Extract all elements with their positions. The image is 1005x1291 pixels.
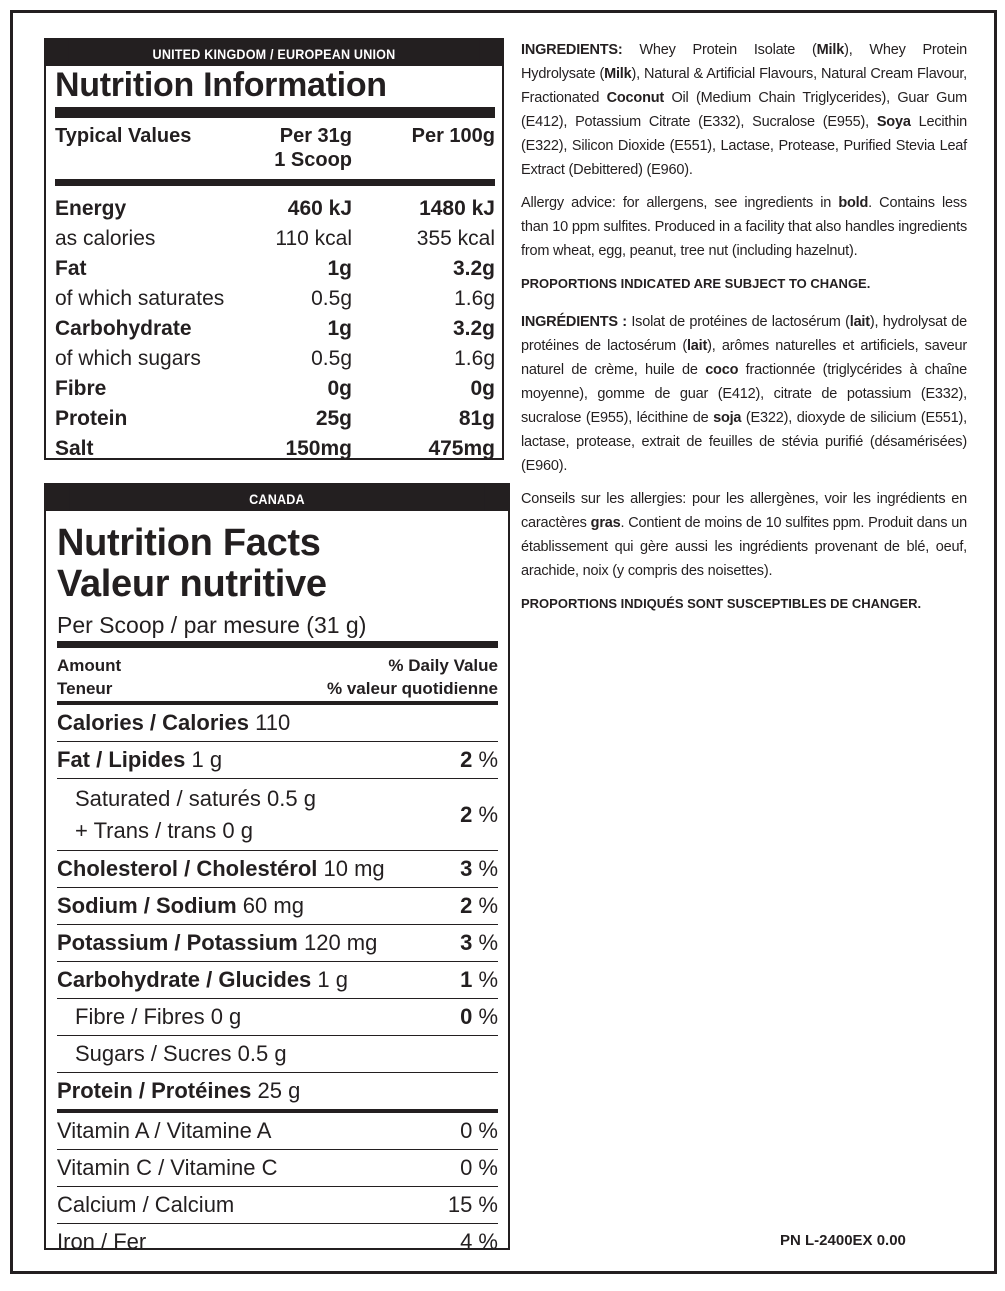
percent-sign: % <box>478 893 498 918</box>
canada-cholesterol-amount: 10 mg <box>323 856 385 881</box>
canada-cholesterol-name: Cholesterol / Cholestérol <box>57 856 318 881</box>
canada-potassium-amount: 120 mg <box>303 930 378 955</box>
uk-row-per100: 81g <box>458 407 495 430</box>
uk-row-serving: 25g <box>315 407 352 430</box>
uk-row-label: as calories <box>55 227 156 250</box>
uk-row-per100: 1.6g <box>454 347 495 370</box>
canada-sodium-amount: 60 mg <box>242 893 304 918</box>
uk-row-sugars <box>55 344 495 374</box>
canada-row-fat <box>57 742 498 779</box>
canada-carbohydrate-label <box>57 967 348 993</box>
uk-row-serving: 0g <box>327 377 352 400</box>
allergy-advice-fr <box>521 487 967 583</box>
canada-row-sodium <box>57 888 498 925</box>
proportions-notice-fr: PROPORTIONS INDIQUÉS SONT SUSCEPTIBLES DE CHANGER. <box>521 596 922 611</box>
canada-sat-trans-label <box>57 783 316 847</box>
canada-nutrition-panel <box>44 483 510 1254</box>
uk-row-label: Fat <box>55 257 87 280</box>
canada-calories-name: Calories / Calories <box>57 710 249 735</box>
percent-sign: % <box>478 801 498 827</box>
uk-row-per100: 0g <box>470 377 495 400</box>
canada-potassium-name: Potassium / Potassium <box>57 930 298 955</box>
uk-row-per100: 1.6g <box>454 287 495 310</box>
allergen-coco: coco <box>705 362 739 378</box>
percent-sign: % <box>478 967 498 992</box>
canada-protein-amount: 25 g <box>257 1078 301 1103</box>
proportions-notice-en: PROPORTIONS INDICATED ARE SUBJECT TO CHANGE. <box>521 276 871 291</box>
canada-cholesterol-pct-value: 3 <box>460 856 473 881</box>
canada-row-iron <box>57 1224 498 1260</box>
canada-fat-label <box>57 747 222 773</box>
uk-row-serving: 110 kcal <box>275 227 352 250</box>
ingredients-en-text: Oil (Medium Chain Triglycerides), Guar Gum (E412), Potassium Citrate (E332), Sucralose (E955), <box>521 90 968 130</box>
allergy-en-text: Allergy advice: for allergens, see ingredients in <box>521 195 839 211</box>
canada-row-fibre <box>57 999 498 1036</box>
canada-vitamin-c-pct: 0 % <box>460 1155 498 1180</box>
canada-fat-amount: 1 g <box>191 747 223 772</box>
percent-sign: % <box>478 1004 498 1029</box>
ingredients-fr <box>521 310 967 478</box>
canada-sat-trans-pct <box>460 802 498 828</box>
uk-header-serving-l2: 1 Scoop <box>274 149 352 171</box>
canada-title-fr: Valeur nutritive <box>57 563 327 605</box>
canada-calcium-label: Calcium / Calcium <box>57 1192 235 1217</box>
canada-saturated: Saturated / saturés 0.5 g <box>75 785 316 811</box>
uk-row-label: Protein <box>55 407 128 430</box>
canada-sugars-label: Sugars / Sucres 0.5 g <box>75 1041 287 1066</box>
ingredients-fr-text: Isolat de protéines de lactosérum ( <box>626 314 850 330</box>
uk-row-per100: 1480 kJ <box>419 197 495 220</box>
ingredients-en-text: ), Whey Protein Hydrolysate ( <box>521 42 968 82</box>
canada-row-calories <box>57 705 498 742</box>
canada-row-calcium <box>57 1187 498 1224</box>
canada-sodium-name: Sodium / Sodium <box>57 893 237 918</box>
canada-carbohydrate-name: Carbohydrate / Glucides <box>57 967 312 992</box>
canada-vitamin-a-pct: 0 % <box>460 1118 498 1143</box>
uk-row-carbohydrate <box>55 314 495 344</box>
uk-row-serving: 460 kJ <box>287 197 352 220</box>
allergy-advice-en <box>521 191 967 263</box>
uk-row-label: of which saturates <box>55 287 225 310</box>
uk-row-serving: 1g <box>327 257 352 280</box>
canada-row-protein <box>57 1073 498 1113</box>
allergen-soya: Soya <box>876 114 911 130</box>
allergy-fr-text: Conseils sur les allergies: pour les allergènes, voir les ingrédients en caractères <box>521 491 967 531</box>
canada-sat-trans-pct-value: 2 <box>460 801 473 827</box>
canada-calories-label <box>57 710 290 736</box>
canada-calcium-pct: 15 % <box>447 1192 498 1217</box>
canada-sodium-pct <box>460 893 498 919</box>
canada-sodium-label <box>57 893 304 919</box>
uk-header-per100: Per 100g <box>411 125 495 147</box>
canada-cholesterol-label <box>57 856 385 882</box>
canada-amount-header <box>57 648 498 705</box>
allergen-soja: soja <box>713 410 742 426</box>
uk-row-serving: 150mg <box>285 437 352 460</box>
uk-row-per100: 3.2g <box>452 257 495 280</box>
ingredients-column <box>521 38 967 630</box>
ingredients-fr-text: fractionnée (triglycérides à chaîne moyenne), gomme de guar (E412), citrate de potassium (E332), sucralose (E955), lécithine de <box>521 362 967 426</box>
canada-fibre-pct-value: 0 <box>460 1004 473 1029</box>
ingredients-en-text: ), Natural & Artificial Flavours, Natural Cream Flavour, Fractionated <box>521 66 967 106</box>
allergen-coconut: Coconut <box>606 90 665 106</box>
canada-title-en: Nutrition Facts <box>57 522 321 564</box>
canada-row-sat-trans <box>57 779 498 851</box>
uk-region-band <box>46 40 502 66</box>
canada-amount-en: Amount <box>57 656 122 675</box>
canada-potassium-pct-value: 3 <box>460 930 473 955</box>
percent-sign: % <box>478 856 498 881</box>
ingredients-en <box>521 38 967 182</box>
canada-fat-pct-value: 2 <box>460 747 473 772</box>
canada-row-carbohydrate <box>57 962 498 999</box>
canada-iron-pct: 4 % <box>460 1229 498 1254</box>
canada-vitamin-a-label: Vitamin A / Vitamine A <box>57 1118 272 1143</box>
canada-amount-fr: Teneur <box>57 679 113 698</box>
uk-row-per100: 3.2g <box>452 317 495 340</box>
canada-row-cholesterol <box>57 851 498 888</box>
canada-fat-pct <box>460 747 498 773</box>
canada-carbohydrate-pct-value: 1 <box>460 967 473 992</box>
canada-iron-label: Iron / Fer <box>57 1229 147 1254</box>
uk-row-salt <box>55 434 495 464</box>
canada-fibre-label: Fibre / Fibres 0 g <box>75 1004 242 1029</box>
canada-carbohydrate-pct <box>460 967 498 993</box>
allergen-milk: Milk <box>816 42 845 58</box>
uk-row-protein <box>55 404 495 434</box>
canada-region-label: CANADA <box>69 485 485 511</box>
uk-rows <box>55 186 495 464</box>
canada-vitamin-c-label: Vitamin C / Vitamine C <box>57 1155 278 1180</box>
uk-row-serving: 0.5g <box>311 287 352 310</box>
ingredients-fr-text: (E322), dioxyde de silicium (E551), lactase, protease, extrait de feuilles de stévia purifié (désamérisées) (E960). <box>521 410 967 474</box>
allergen-lait: lait <box>686 338 708 354</box>
uk-row-label: Carbohydrate <box>55 317 192 340</box>
allergen-milk: Milk <box>604 66 632 82</box>
canada-trans: + Trans / trans 0 g <box>75 817 253 843</box>
canada-calories-value: 110 <box>255 710 291 735</box>
canada-title <box>57 511 498 605</box>
uk-row-label: of which sugars <box>55 347 201 370</box>
canada-serving-size: Per Scoop / par mesure (31 g) <box>57 605 498 648</box>
canada-dv-labels <box>327 654 498 701</box>
canada-row-vitamin-c <box>57 1150 498 1187</box>
ingredients-en-heading: INGREDIENTS: <box>521 42 623 58</box>
allergy-en-text: . Contains less than 10 ppm sulfites. Produced in a facility that also handles ingredients from wheat, egg, peanut, tree nut (including hazelnut). <box>521 195 967 259</box>
canada-carbohydrate-amount: 1 g <box>317 967 349 992</box>
uk-row-calories <box>55 224 495 254</box>
canada-potassium-label <box>57 930 377 956</box>
canada-fibre-pct <box>460 1004 498 1030</box>
uk-row-fibre <box>55 374 495 404</box>
canada-protein-name: Protein / Protéines <box>57 1078 252 1103</box>
canada-dv-en: % Daily Value <box>388 656 498 675</box>
ingredients-fr-text: ), hydrolysat de protéines de lactosérum ( <box>521 314 967 354</box>
allergen-lait: lait <box>849 314 870 330</box>
canada-cholesterol-pct <box>460 856 498 882</box>
uk-region-label: UNITED KINGDOM / EUROPEAN UNION <box>69 40 479 66</box>
allergy-en-bold: bold <box>838 195 869 211</box>
uk-header-row <box>55 118 495 186</box>
uk-row-label: Fibre <box>55 377 107 400</box>
allergy-fr-bold: gras <box>590 515 621 531</box>
uk-row-per100: 475mg <box>428 437 495 460</box>
uk-header-serving-l1: Per 31g <box>279 125 352 147</box>
uk-row-label: Salt <box>55 437 94 460</box>
uk-row-per100: 355 kcal <box>416 227 495 250</box>
canada-row-potassium <box>57 925 498 962</box>
allergy-fr-text: . Contient de moins de 10 sulfites ppm. Produit dans un établissement qui gère aussi les ingrédients provenant de blé, oeuf, arachide, noix (y compris des noisettes). <box>521 515 967 579</box>
uk-nutrition-panel <box>44 38 504 460</box>
canada-protein-label <box>57 1078 300 1104</box>
uk-header-label: Typical Values <box>55 125 192 147</box>
ingredients-en-text: Lecithin (E322), Silicon Dioxide (E551), Lactase, Protease, Purified Stevia Leaf Extract (Debittered) (E960). <box>521 114 967 178</box>
part-number: PN L-2400EX 0.00 <box>780 1232 906 1249</box>
uk-title: Nutrition Information <box>55 66 495 118</box>
uk-header-serving <box>242 124 352 179</box>
canada-fat-name: Fat / Lipides <box>57 747 186 772</box>
canada-row-vitamin-a <box>57 1113 498 1150</box>
ingredients-fr-heading: INGRÉDIENTS : <box>521 314 627 330</box>
uk-row-fat <box>55 254 495 284</box>
uk-row-serving: 0.5g <box>311 347 352 370</box>
canada-sodium-pct-value: 2 <box>460 893 473 918</box>
uk-row-serving: 1g <box>327 317 352 340</box>
canada-amount-labels <box>57 654 121 701</box>
uk-row-label: Energy <box>55 197 127 220</box>
canada-row-sugars <box>57 1036 498 1073</box>
percent-sign: % <box>478 930 498 955</box>
ingredients-fr-text: ), arômes naturelles et artificiels, saveur naturel de crème, huile de <box>521 338 967 378</box>
percent-sign: % <box>478 747 498 772</box>
canada-potassium-pct <box>460 930 498 956</box>
ingredients-en-text: Whey Protein Isolate ( <box>622 42 817 58</box>
uk-row-saturates <box>55 284 495 314</box>
canada-dv-fr: % valeur quotidienne <box>327 679 498 698</box>
uk-row-energy <box>55 194 495 224</box>
canada-region-band <box>46 485 508 511</box>
